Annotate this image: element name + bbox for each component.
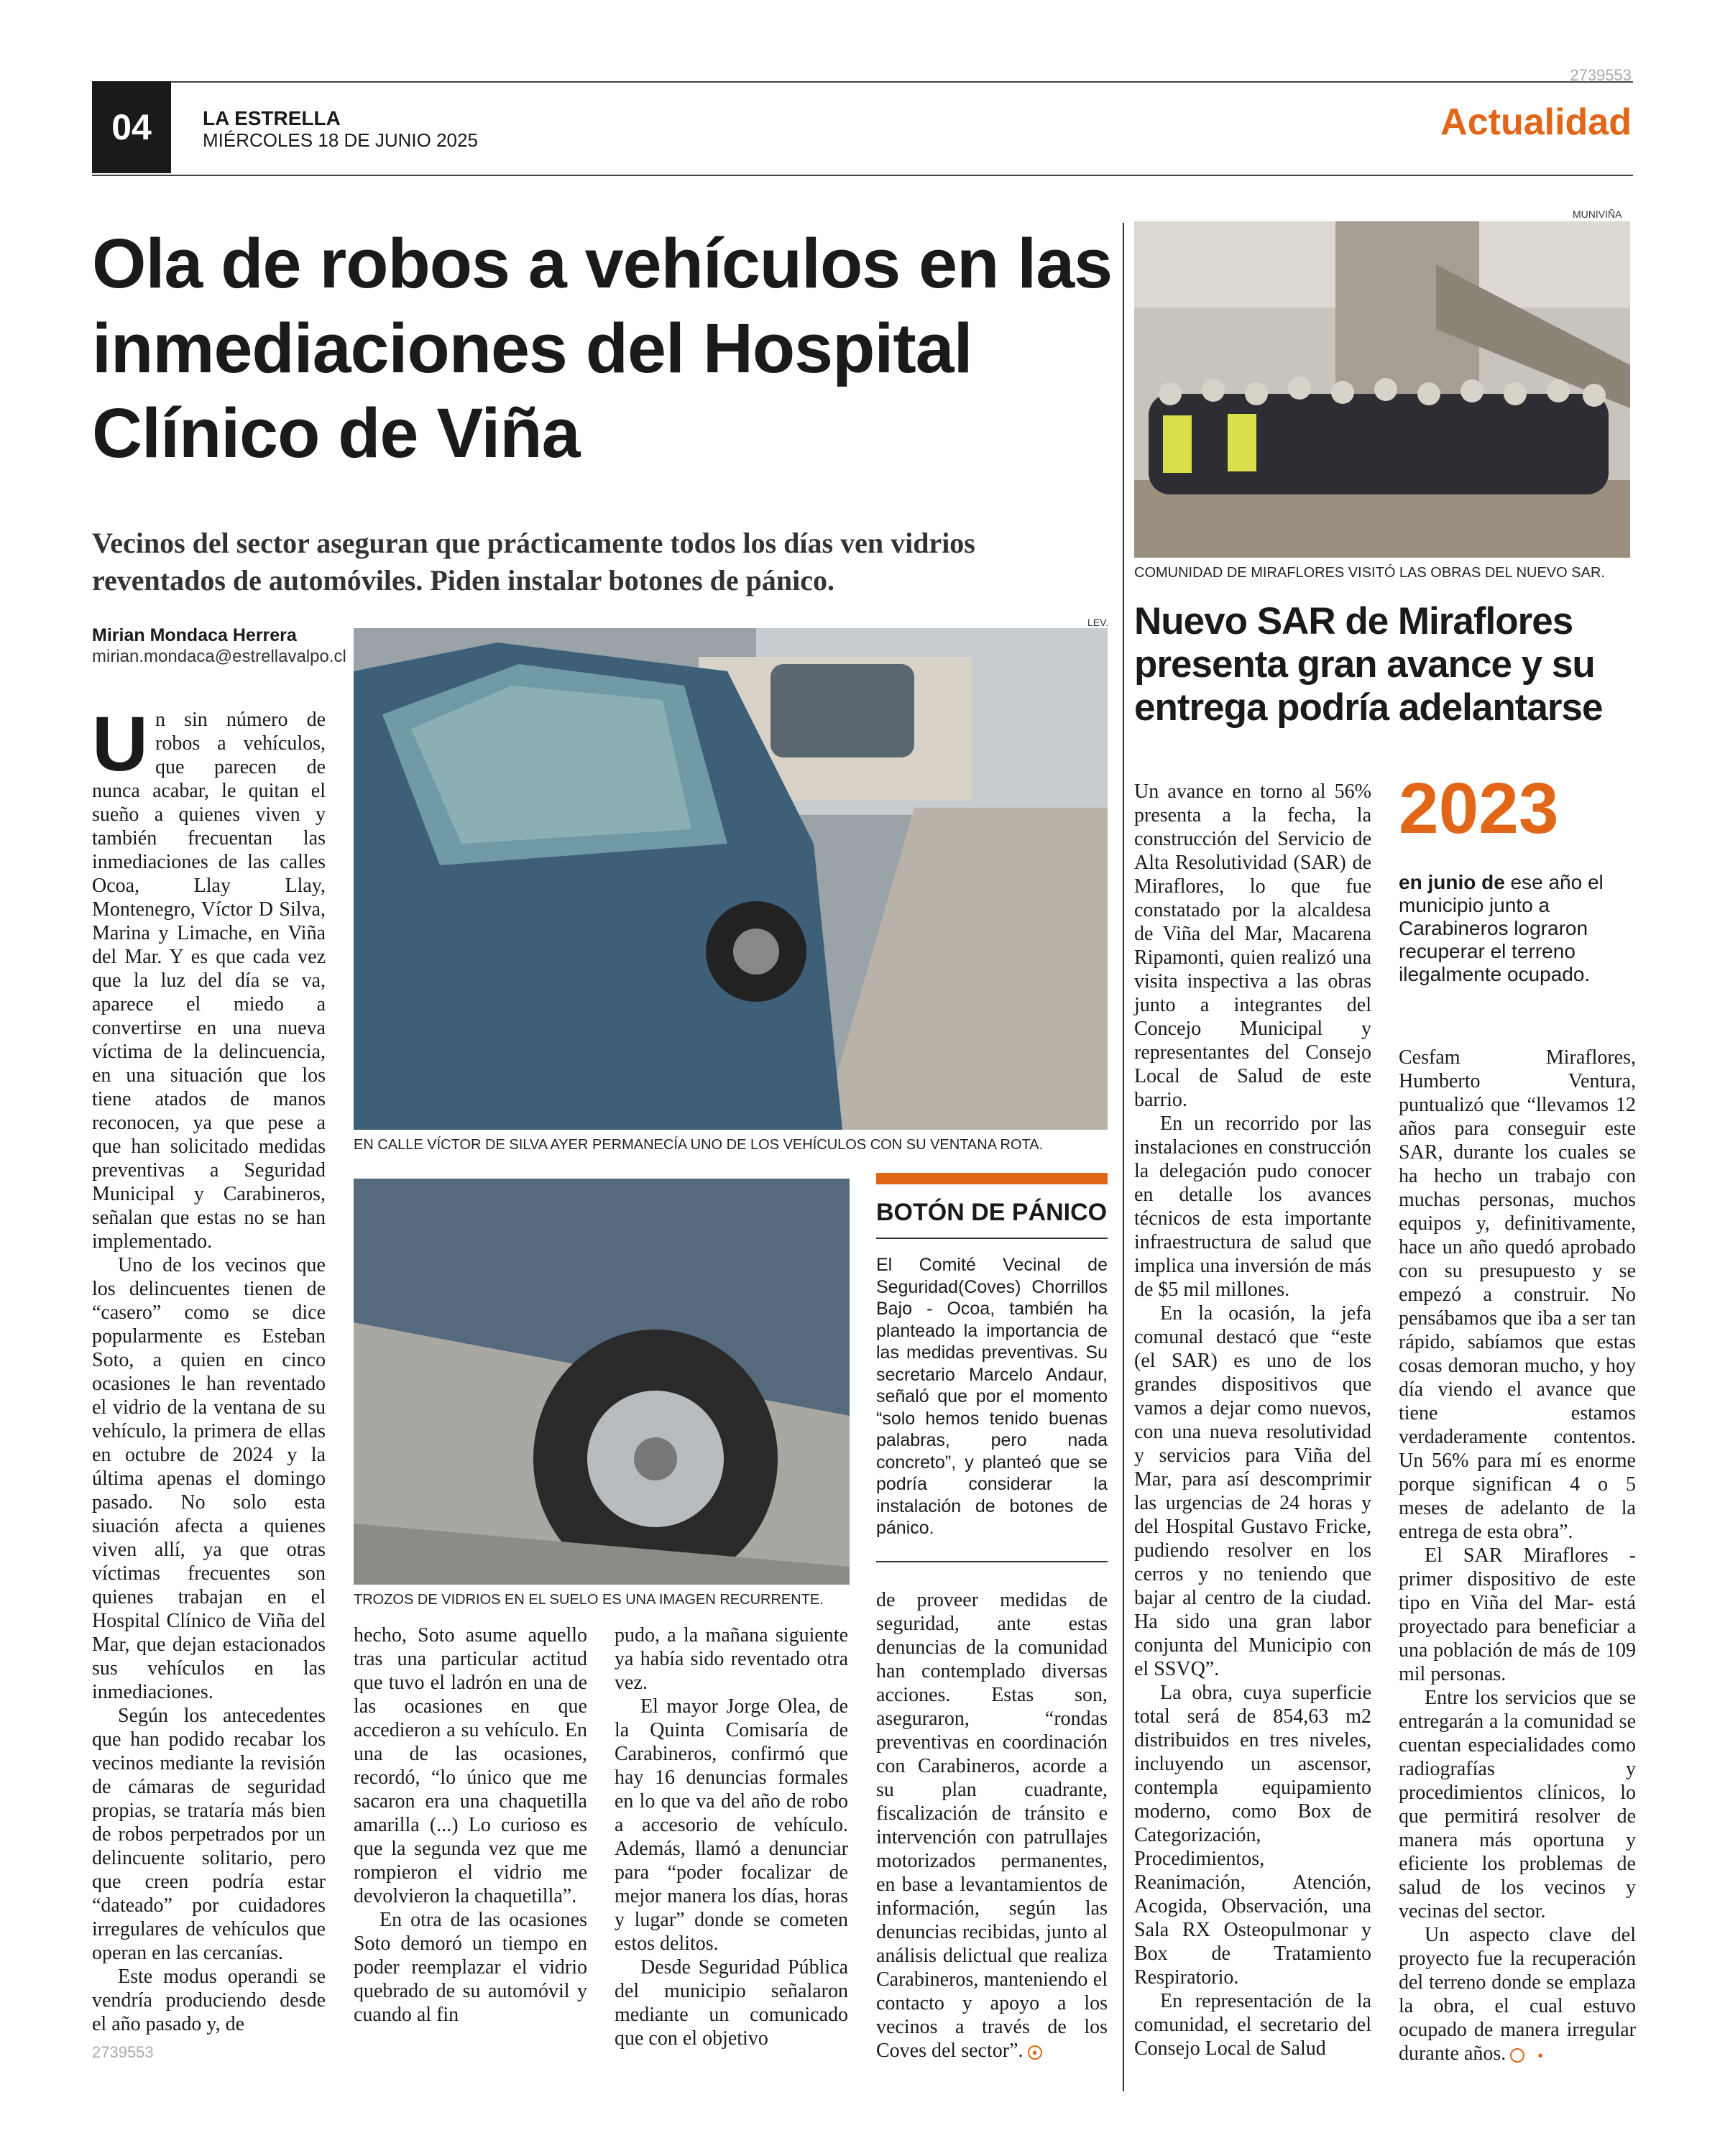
side-column-2: [1399, 1046, 1636, 2065]
paragraph: Un avance en torno al 56% presenta a la fecha, la construcción del Servicio de Alta Resolutividad (SAR) de Miraflores, lo que fue constatado por la alcaldesa de Viña del Mar, Macarena Ripamonti, quien realizó una visita inspectiva a las obras junto a integrantes del Concejo Municipal y representantes del Consejo Local de Salud de este barrio.: [1134, 780, 1371, 1111]
header-bottom-rule: [92, 175, 1633, 176]
wheel-photo-illustration: [354, 1179, 850, 1585]
paragraph: Este modus operandi se vendría produciendo desde el año pasado y, de: [92, 1966, 326, 2035]
side-column-1: [1134, 780, 1371, 2060]
main-headline: Ola de robos a vehículos en las inmediaciones del Hospital Clínico de Viña: [92, 224, 1113, 472]
footer-watermark: 2739553: [92, 2043, 154, 2061]
box-accent-bar: [876, 1173, 1108, 1184]
main-deck: Vecinos del sector aseguran que prácticamente todos los días ven vidrios reventados de automóviles. Piden instalar botones de pánico.: [92, 527, 975, 596]
author-name: Mirian Mondaca Herrera: [92, 625, 297, 645]
main-column-1: [92, 700, 326, 2036]
callout-number: 2023: [1399, 768, 1559, 849]
box-title-rule: [876, 1238, 1108, 1239]
paragraph: Un aspecto clave del proyecto fue la recuperación del terreno donde se emplaza la obra, el cual estuvo ocupado de manera irregular durante años.: [1399, 1924, 1636, 2065]
end-of-article-icon: ●: [1510, 2048, 1524, 2063]
group-photo-illustration: [1134, 221, 1630, 558]
header-top-rule: [92, 81, 1633, 83]
paragraph: La obra, cuya superficie total será de 854,63 m2 distribuidos en tres niveles, incluyendo un ascensor, contempla equipamiento moderno, como Box de Categorización, Procedimientos, Reanimación, Atención, Acogida, Observación, una Sala RX Osteopulmonar y Box de Tratamiento Respiratorio.: [1134, 1682, 1371, 1989]
end-of-article-icon: ●: [1028, 2045, 1042, 2060]
paragraph: Cesfam Miraflores, Humberto Ventura, puntualizó que “llevamos 12 años para conseguir este SAR, durante los cuales se ha hecho un trabajo con muchas personas, muchos equipos y, definitivamente, hace un año quedó aprobado con su presupuesto y se empezó a construir. No pensábamos que iba a ser tan rápido, sabíamos que estas cosas demoran mucho, y hoy día viendo el avance que tiene estamos verdaderamente contentos. Un 56% para mí es enorme porque significan 4 o 5 meses de adelanto de la entrega de esta obra”.: [1399, 1046, 1636, 1543]
car-photo-illustration: [354, 628, 1108, 1130]
paragraph: El SAR Miraflores -primer dispositivo de este tipo en Viña del Mar- está proyectado para beneficiar a una población de más de 109 mil personas.: [1399, 1544, 1636, 1685]
paragraph: En otra de las ocasiones Soto demoró un tiempo en poder reemplazar el vidrio quebrado de su automóvil y cuando al fin: [354, 1909, 587, 2026]
page-number: 04: [92, 81, 171, 173]
paragraph: Desde Seguridad Pública del municipio señalaron mediante un comunicado que con el objetivo: [615, 1956, 848, 2050]
glass-on-ground-photo: [354, 1179, 850, 1585]
paragraph: pudo, a la mañana siguiente ya había sido reventado otra vez.: [615, 1624, 848, 1694]
dropcap: U: [92, 700, 148, 787]
issue-date: MIÉRCOLES 18 DE JUNIO 2025: [203, 129, 478, 151]
box-text: El Comité Vecinal de Seguridad(Coves) Chorrillos Bajo - Ocoa, también ha planteado la importancia de las medidas preventivas. Su secretario Marcelo Andaur, señaló que por el momento “solo hemos tenido buenas palabras, pero nada concreto”, y planteó que se podría considerar la instalación de botones de pánico.: [876, 1255, 1108, 1538]
section-label: Actualidad: [1440, 101, 1632, 143]
photo2-caption: TROZOS DE VIDRIOS EN EL SUELO ES UNA IMAGEN RECURRENTE.: [354, 1592, 824, 1608]
side-headline: Nuevo SAR de Miraflores presenta gran avance y su entrega podría adelantarse: [1134, 600, 1603, 729]
newspaper-name: LA ESTRELLA: [203, 107, 341, 129]
main-column-3: [615, 1623, 848, 2050]
box-title: BOTÓN DE PÁNICO: [876, 1199, 1108, 1226]
side-photo-credit: MUNIVIÑA: [1573, 208, 1622, 220]
side-photo-caption: COMUNIDAD DE MIRAFLORES VISITÓ LAS OBRAS DEL NUEVO SAR.: [1134, 565, 1605, 581]
paragraph: El mayor Jorge Olea, de la Quinta Comisaría de Carabineros, confirmó que hay 16 denuncias formales en lo que va del año de robo a accesorio de vehículo. Además, llamó a denunciar para “poder focalizar de mejor manera los días, horas y lugar” donde se cometen estos delitos.: [615, 1695, 848, 1955]
callout-text: [1399, 871, 1636, 986]
paragraph: de proveer medidas de seguridad, ante estas denuncias de la comunidad han contemplado diversas acciones. Estas son, aseguraron, “rondas preventivas en coordinación con Carabineros, acorde a su plan cuadrante, fiscalización de tránsito e intervención con patrullajes motorizados permanentes, en base a levantamientos de información, según las denuncias recibidas, junto al análisis delictual que realiza Carabineros, manteniendo el contacto y apoyo a los vecinos a través de los Coves del sector”.: [876, 1589, 1108, 2062]
paragraph: En representación de la comunidad, el secretario del Consejo Local de Salud: [1134, 1990, 1371, 2060]
paragraph: n sin número de robos a vehículos, que parecen de nunca acabar, le quitan el sueño a quienes viven y también frecuentan las inmediaciones de las calles Ocoa, Llay Llay, Montenegro, Víctor D Silva, Marina y Limache, en Viña del Mar. Y es que cada vez que la luz del día se va, aparece el miedo a convertirse en una nueva víctima de la delincuencia, en una situación que los tiene atados de manos reconocen, ya que pese a que han solicitado medidas preventivas a Seguridad Municipal y Carabineros, señalan que estas no se han implementado.: [92, 709, 326, 1253]
paragraph: En un recorrido por las instalaciones en construcción la delegación pudo conocer en detalle los avances técnicos de esta importante infraestructura de salud que implica una inversión de más de $5 mil millones.: [1134, 1112, 1371, 1301]
main-column-4: [876, 1588, 1108, 2063]
paragraph: En la ocasión, la jefa comunal destacó que “este (el SAR) es uno de los grandes dispositivos que vamos a dejar como nuevos, con una nueva resolutividad y servicios para Viña del Mar, para así descomprimir las urgencias de 24 horas y del Hospital Gustavo Fricke, pudiendo resolver en los cerros y no teniendo que bajar al centro de la ciudad. Ha sido una gran labor conjunta del Municipio con el SSVQ”.: [1134, 1302, 1371, 1680]
paragraph: hecho, Soto asume aquello tras una particular actitud que tuvo el ladrón en una de las ocasiones en que accedieron a su vehículo. En una de las ocasiones, recordó, “lo único que me sacaron era una chaquetilla amarilla (...) Lo curioso es que la segunda vez que me rompieron el vidrio me devolvieron la chaquetilla”.: [354, 1624, 587, 1907]
photo1-credit: LEV.: [1087, 617, 1109, 628]
paragraph: Según los antecedentes que han podido recabar los vecinos mediante la revisión de cámaras de seguridad propias, se trataría más bien de robos perpetrados por un delincuente solitario, pero que creen podría estar “dateado” por cuidadores irregulares de vehículos que operan en las cercanías.: [92, 1705, 326, 1964]
photo1-caption: EN CALLE VÍCTOR DE SILVA AYER PERMANECÍA UNO DE LOS VEHÍCULOS CON SU VENTANA ROTA.: [354, 1137, 1044, 1153]
box-bottom-rule: [876, 1561, 1108, 1562]
callout-bold: en junio de: [1399, 871, 1505, 893]
author-email: mirian.mondaca@estrellavalpo.cl: [92, 647, 346, 666]
sar-visit-photo: [1134, 221, 1630, 558]
callout-rest: ese año el municipio junto a Carabineros lograron recuperar el terreno ilegalmente ocupado.: [1399, 871, 1604, 985]
broken-window-car-photo: [354, 628, 1108, 1130]
main-column-2: [354, 1623, 587, 2027]
column-divider: [1123, 223, 1124, 2091]
page-id-code: 2739553: [1570, 66, 1632, 84]
paragraph: Entre los servicios que se entregarán a la comunidad se cuentan especialidades como radiografías y procedimientos clínicos, lo que permitirá resolver de manera más oportuna y eficiente los problemas de salud de los vecinos y vecinas del sector.: [1399, 1687, 1636, 1922]
paragraph: Uno de los vecinos que los delincuentes tienen de “casero” como se dice popularmente es Esteban Soto, a quien en cinco ocasiones le han reventado el vidrio de la ventana de su vehículo, la primera de ellas en octubre de 2024 y la última apenas el domingo pasado. No solo esta siuación afecta a quienes viven allí, ya que otras víctimas frecuentes son quienes trabajan en el Hospital Clínico de Viña del Mar, que dejan estacionados sus vehículos en las inmediaciones.: [92, 1254, 326, 1703]
